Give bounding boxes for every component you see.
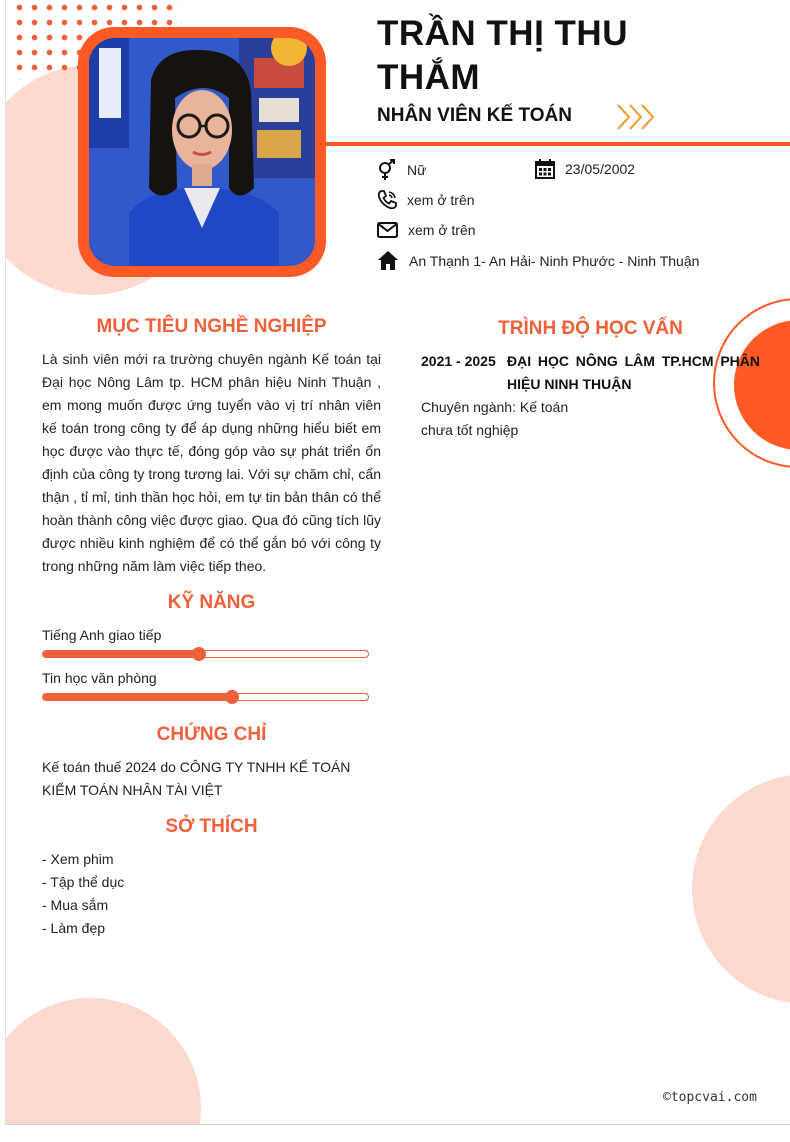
info-email — [377, 221, 476, 239]
list-item: - Làm đẹp — [42, 920, 106, 936]
education-entry — [421, 350, 760, 396]
full-name-line-2: THẮM — [377, 58, 481, 97]
education-years: 2021 - 2025 — [421, 353, 496, 369]
education-major: Chuyên ngành: Kế toán — [421, 399, 569, 415]
hobbies-title: SỞ THÍCH — [165, 816, 258, 837]
education-school: ĐẠI HỌC NÔNG LÂM TP.HCM PHÂN HIỆU NINH THUẬN — [507, 353, 760, 392]
header-rule — [326, 142, 790, 146]
decor-circle-bottom-left — [5, 998, 201, 1125]
phone-value: xem ở trên — [407, 192, 475, 208]
email-value: xem ở trên — [408, 222, 476, 238]
copyright-text: ©topcvai.com — [663, 1090, 757, 1105]
skill-bar-fill — [43, 651, 199, 657]
chevrons-icon — [616, 102, 658, 137]
address-value: An Thạnh 1- An Hải- Ninh Phước - Ninh Thuận — [409, 252, 700, 269]
hobbies-list — [42, 848, 381, 940]
education-title: TRÌNH ĐỘ HỌC VẤN — [498, 318, 683, 339]
objective-title: MỤC TIÊU NGHỀ NGHIỆP — [96, 316, 327, 337]
info-phone — [377, 190, 475, 210]
skill-bar-fill — [43, 694, 232, 700]
birthdate-value: 23/05/2002 — [565, 161, 636, 177]
gender-icon — [377, 159, 397, 181]
mail-icon — [377, 221, 398, 239]
skills-title: KỸ NĂNG — [167, 592, 256, 613]
calendar-icon — [535, 159, 555, 179]
skill-bar-knob — [225, 690, 239, 704]
list-item: - Mua sắm — [42, 897, 109, 913]
full-name-line-1: TRẦN THỊ THU — [377, 14, 628, 53]
education-status: chưa tốt nghiệp — [421, 422, 519, 438]
certificates-title: CHỨNG CHỈ — [156, 724, 267, 745]
job-title: NHÂN VIÊN KẾ TOÁN — [377, 105, 572, 126]
skill-bar-knob — [192, 647, 206, 661]
cv-page — [5, 0, 790, 1125]
skill-label: Tin học văn phòng — [42, 670, 157, 686]
profile-photo — [89, 38, 315, 266]
home-icon — [377, 250, 399, 271]
skill-bar — [42, 650, 369, 658]
skill-bar — [42, 693, 369, 701]
gender-value: Nữ — [407, 162, 427, 178]
info-birthdate — [535, 159, 635, 179]
skill-label: Tiếng Anh giao tiếp — [42, 627, 162, 643]
list-item: - Tập thể dục — [42, 874, 125, 890]
decor-circle-bottom-right — [692, 774, 790, 1004]
list-item: - Xem phim — [42, 851, 114, 867]
phone-icon — [377, 190, 397, 210]
certificates-text: Kế toán thuế 2024 do CÔNG TY TNHH KẾ TOÁN KIỂM TOÁN NHÂN TÀI VIỆT — [42, 759, 351, 798]
info-address — [377, 250, 699, 271]
objective-text: Là sinh viên mới ra trường chuyên ngành Kế toán tại Đại học Nông Lâm tp. HCM phân hiệu Ninh Thuận , em mong muốn được ứng tuyển vào vị trí nhân viên kế toán trong công ty để áp dụng những hiểu biết em học được vào thực tế, đóng góp vào sự phát triển ổn định của công ty trong tương lai. Với sự chăm chỉ, cẩn thận , tỉ mỉ, tinh thần học hỏi, em tự tin bản thân có thể hoàn thành công việc được giao. Qua đó cũng tích lũy được nhiều kinh nghiệm để có thể gắn bó với công ty trong những năm làm việc tiếp theo. — [42, 351, 381, 574]
info-gender — [377, 159, 426, 181]
full-name — [377, 12, 677, 100]
education-details — [421, 396, 760, 442]
